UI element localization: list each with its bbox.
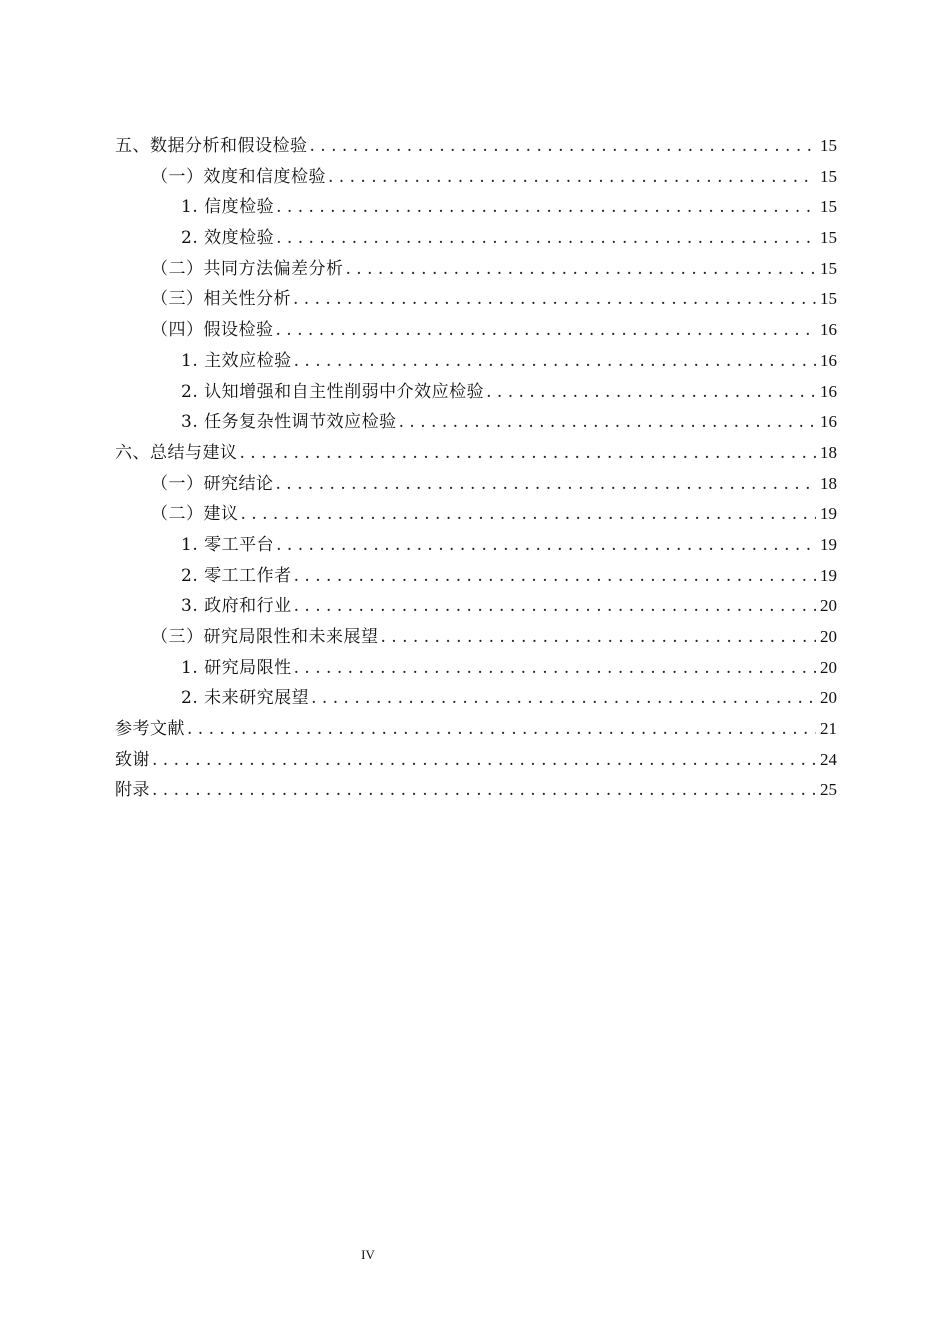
toc-leader: [241, 499, 817, 530]
toc-entry-title: 2. 零工工作者: [181, 565, 292, 586]
toc-leader: [276, 315, 817, 346]
toc-entry[interactable]: [115, 346, 837, 377]
toc-entry-page: 15: [820, 289, 837, 309]
toc-entry[interactable]: [115, 192, 837, 223]
toc-entry-page: 15: [820, 197, 837, 217]
toc-entry[interactable]: [115, 438, 837, 469]
toc-entry-title: 3. 政府和行业: [181, 596, 292, 617]
toc-entry-page: 19: [820, 534, 837, 554]
toc-entry-title: （二）共同方法偏差分析: [151, 258, 344, 279]
toc-leader: [276, 530, 816, 561]
toc-entry-title: 1. 信度检验: [181, 197, 275, 218]
toc-leader: [152, 775, 816, 806]
toc-entry-page: 15: [820, 166, 837, 186]
toc-entry-title: 1. 零工平台: [181, 534, 275, 555]
toc-entry-page: 20: [820, 596, 837, 616]
page-number: IV: [361, 1247, 375, 1262]
toc-entry[interactable]: [115, 683, 837, 714]
toc-entry[interactable]: [115, 653, 837, 684]
toc-entry-page: 16: [820, 381, 837, 401]
toc-entry[interactable]: [115, 775, 837, 806]
toc-leader: [240, 438, 817, 469]
toc-leader: [328, 162, 816, 193]
toc-leader: [346, 254, 817, 285]
toc-entry[interactable]: [115, 223, 837, 254]
toc-leader: [276, 223, 816, 254]
toc-entry[interactable]: [115, 254, 837, 285]
toc-entry[interactable]: [115, 131, 837, 162]
toc-leader: [294, 561, 816, 592]
toc-entry-page: 19: [820, 504, 837, 524]
toc-leader: [310, 131, 817, 162]
toc-entry[interactable]: [115, 561, 837, 592]
toc-entry-title: （二）建议: [151, 504, 239, 525]
toc-entry-page: 18: [820, 473, 837, 493]
toc-leader: [294, 346, 816, 377]
toc-entry-title: （四）假设检验: [151, 320, 274, 341]
table-of-contents: [115, 131, 837, 806]
toc-entry[interactable]: [115, 530, 837, 561]
toc-entry[interactable]: [115, 469, 837, 500]
toc-entry-title: （一）效度和信度检验: [151, 166, 326, 187]
toc-leader: [276, 469, 817, 500]
toc-leader: [276, 192, 816, 223]
toc-leader: [381, 622, 817, 653]
toc-entry-title: 五、数据分析和假设检验: [115, 136, 308, 156]
toc-entry-page: 18: [820, 442, 837, 462]
toc-leader: [486, 377, 816, 408]
toc-entry-title: 附录: [115, 780, 150, 801]
toc-leader: [293, 284, 816, 315]
toc-entry[interactable]: [115, 499, 837, 530]
toc-entry-title: （三）相关性分析: [151, 289, 291, 310]
toc-entry-page: 16: [820, 412, 837, 432]
toc-entry[interactable]: [115, 407, 837, 438]
toc-leader: [294, 653, 816, 684]
toc-entry-page: 16: [820, 320, 837, 340]
toc-leader: [187, 714, 816, 745]
toc-leader: [152, 745, 816, 776]
toc-entry-title: 1. 主效应检验: [181, 350, 292, 371]
toc-entry-title: 六、总结与建议: [115, 442, 238, 463]
toc-entry-title: 1. 研究局限性: [181, 657, 292, 678]
toc-entry[interactable]: [115, 162, 837, 193]
toc-entry-page: 15: [820, 136, 837, 155]
toc-entry-page: 15: [820, 258, 837, 278]
toc-leader: [294, 591, 816, 622]
toc-leader: [399, 407, 816, 438]
toc-leader: [311, 683, 816, 714]
toc-entry-page: 21: [820, 719, 837, 739]
toc-entry[interactable]: [115, 714, 837, 745]
toc-entry-page: 20: [820, 657, 837, 677]
toc-entry-page: 20: [820, 627, 837, 646]
toc-entry-title: 致谢: [115, 749, 150, 770]
toc-entry-title: （一）研究结论: [151, 473, 274, 494]
toc-entry[interactable]: [115, 377, 837, 408]
toc-entry-page: 15: [820, 228, 837, 248]
toc-entry-title: 2. 认知增强和自主性削弱中介效应检验: [181, 381, 485, 402]
toc-entry[interactable]: [115, 622, 837, 653]
toc-entry-title: 2. 未来研究展望: [181, 688, 310, 709]
toc-entry[interactable]: [115, 315, 837, 346]
toc-entry-page: 20: [820, 688, 837, 708]
toc-entry-title: （三）研究局限性和未来展望: [151, 627, 379, 647]
toc-entry-page: 19: [820, 565, 837, 585]
toc-entry-page: 24: [820, 749, 837, 769]
toc-entry-page: 16: [820, 350, 837, 370]
toc-entry[interactable]: [115, 284, 837, 315]
toc-entry-title: 2. 效度检验: [181, 228, 275, 249]
toc-entry-title: 3. 任务复杂性调节效应检验: [181, 412, 397, 433]
toc-entry-page: 25: [820, 780, 837, 800]
toc-entry[interactable]: [115, 591, 837, 622]
toc-entry-title: 参考文献: [115, 719, 185, 740]
toc-entry[interactable]: [115, 745, 837, 776]
